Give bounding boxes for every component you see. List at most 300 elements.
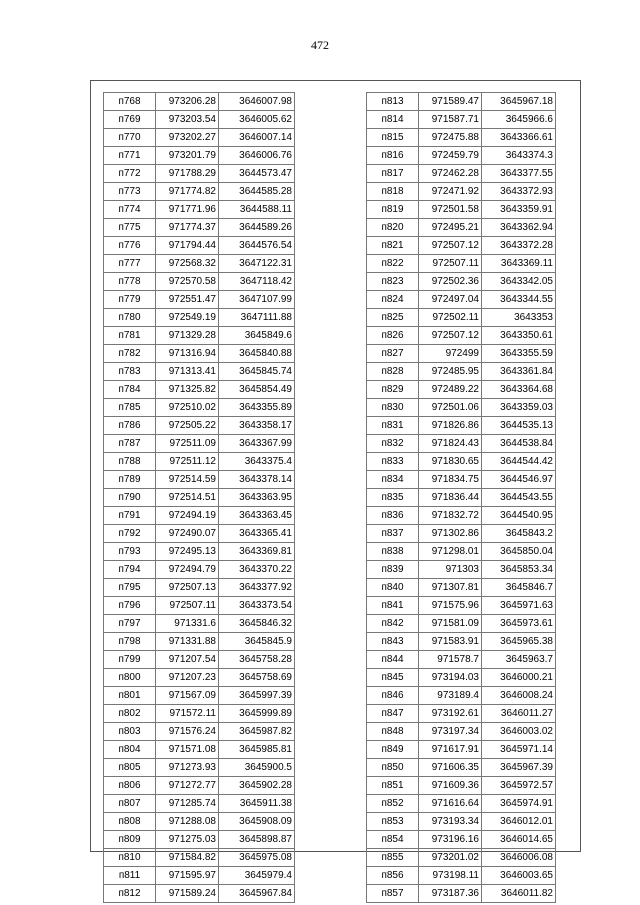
point-id-cell: п827 bbox=[367, 345, 419, 363]
y-coordinate-cell: 3646000.21 bbox=[482, 669, 556, 687]
table-row bbox=[104, 525, 295, 543]
x-coordinate-cell: 971832.72 bbox=[419, 507, 482, 525]
y-coordinate-cell: 3643378.14 bbox=[219, 471, 295, 489]
point-id-cell: п816 bbox=[367, 147, 419, 165]
table-row bbox=[367, 579, 556, 597]
y-coordinate-cell: 3643342.05 bbox=[482, 273, 556, 291]
x-coordinate-cell: 971575.96 bbox=[419, 597, 482, 615]
table-row bbox=[104, 579, 295, 597]
x-coordinate-cell: 973197.34 bbox=[419, 723, 482, 741]
point-id-cell: п798 bbox=[104, 633, 156, 651]
x-coordinate-cell: 971273.93 bbox=[156, 759, 219, 777]
table-row bbox=[104, 741, 295, 759]
x-coordinate-cell: 972551.47 bbox=[156, 291, 219, 309]
point-id-cell: п817 bbox=[367, 165, 419, 183]
point-id-cell: п774 bbox=[104, 201, 156, 219]
y-coordinate-cell: 3644588.11 bbox=[219, 201, 295, 219]
point-id-cell: п802 bbox=[104, 705, 156, 723]
table-row bbox=[104, 345, 295, 363]
y-coordinate-cell: 3646007.98 bbox=[219, 93, 295, 111]
page-number: 472 bbox=[311, 38, 329, 52]
point-id-cell: п779 bbox=[104, 291, 156, 309]
y-coordinate-cell: 3646014.65 bbox=[482, 831, 556, 849]
table-row bbox=[104, 597, 295, 615]
table-row bbox=[104, 381, 295, 399]
x-coordinate-cell: 971587.71 bbox=[419, 111, 482, 129]
x-coordinate-cell: 972507.12 bbox=[419, 327, 482, 345]
table-row bbox=[104, 183, 295, 201]
y-coordinate-cell: 3645965.38 bbox=[482, 633, 556, 651]
y-coordinate-cell: 3643375.4 bbox=[219, 453, 295, 471]
y-coordinate-cell: 3645846.7 bbox=[482, 579, 556, 597]
table-row bbox=[367, 453, 556, 471]
point-id-cell: п847 bbox=[367, 705, 419, 723]
x-coordinate-cell: 971207.54 bbox=[156, 651, 219, 669]
y-coordinate-cell: 3646007.14 bbox=[219, 129, 295, 147]
y-coordinate-cell: 3644585.28 bbox=[219, 183, 295, 201]
point-id-cell: п848 bbox=[367, 723, 419, 741]
table-row bbox=[367, 759, 556, 777]
x-coordinate-cell: 973189.4 bbox=[419, 687, 482, 705]
point-id-cell: п813 bbox=[367, 93, 419, 111]
x-coordinate-cell: 971303 bbox=[419, 561, 482, 579]
y-coordinate-cell: 3645845.74 bbox=[219, 363, 295, 381]
table-row bbox=[104, 417, 295, 435]
table-row bbox=[104, 471, 295, 489]
y-coordinate-cell: 3643363.45 bbox=[219, 507, 295, 525]
x-coordinate-cell: 971581.09 bbox=[419, 615, 482, 633]
coordinates-table-left bbox=[103, 92, 295, 903]
point-id-cell: п836 bbox=[367, 507, 419, 525]
coordinates-table-right bbox=[366, 92, 556, 903]
table-row bbox=[367, 219, 556, 237]
x-coordinate-cell: 971583.91 bbox=[419, 633, 482, 651]
y-coordinate-cell: 3645963.7 bbox=[482, 651, 556, 669]
point-id-cell: п838 bbox=[367, 543, 419, 561]
point-id-cell: п846 bbox=[367, 687, 419, 705]
table-body-left bbox=[104, 93, 295, 903]
table-row bbox=[367, 597, 556, 615]
y-coordinate-cell: 3646006.08 bbox=[482, 849, 556, 867]
point-id-cell: п795 bbox=[104, 579, 156, 597]
x-coordinate-cell: 973193.34 bbox=[419, 813, 482, 831]
y-coordinate-cell: 3643362.94 bbox=[482, 219, 556, 237]
y-coordinate-cell: 3643369.81 bbox=[219, 543, 295, 561]
x-coordinate-cell: 971616.64 bbox=[419, 795, 482, 813]
y-coordinate-cell: 3645987.82 bbox=[219, 723, 295, 741]
point-id-cell: п815 bbox=[367, 129, 419, 147]
table-row bbox=[367, 867, 556, 885]
y-coordinate-cell: 3645999.89 bbox=[219, 705, 295, 723]
point-id-cell: п792 bbox=[104, 525, 156, 543]
y-coordinate-cell: 3645971.14 bbox=[482, 741, 556, 759]
point-id-cell: п773 bbox=[104, 183, 156, 201]
x-coordinate-cell: 971589.47 bbox=[419, 93, 482, 111]
point-id-cell: п844 bbox=[367, 651, 419, 669]
x-coordinate-cell: 971794.44 bbox=[156, 237, 219, 255]
x-coordinate-cell: 971836.44 bbox=[419, 489, 482, 507]
x-coordinate-cell: 971275.03 bbox=[156, 831, 219, 849]
y-coordinate-cell: 3644546.97 bbox=[482, 471, 556, 489]
y-coordinate-cell: 3645971.63 bbox=[482, 597, 556, 615]
point-id-cell: п855 bbox=[367, 849, 419, 867]
table-row bbox=[367, 543, 556, 561]
x-coordinate-cell: 972471.92 bbox=[419, 183, 482, 201]
y-coordinate-cell: 3645846.32 bbox=[219, 615, 295, 633]
table-row bbox=[104, 849, 295, 867]
x-coordinate-cell: 973202.27 bbox=[156, 129, 219, 147]
point-id-cell: п814 bbox=[367, 111, 419, 129]
y-coordinate-cell: 3644535.13 bbox=[482, 417, 556, 435]
x-coordinate-cell: 971331.88 bbox=[156, 633, 219, 651]
y-coordinate-cell: 3643363.95 bbox=[219, 489, 295, 507]
x-coordinate-cell: 971834.75 bbox=[419, 471, 482, 489]
table-row bbox=[104, 489, 295, 507]
table-row bbox=[104, 291, 295, 309]
point-id-cell: п843 bbox=[367, 633, 419, 651]
table-row bbox=[367, 129, 556, 147]
point-id-cell: п831 bbox=[367, 417, 419, 435]
table-row bbox=[104, 363, 295, 381]
y-coordinate-cell: 3643373.54 bbox=[219, 597, 295, 615]
y-coordinate-cell: 3645979.4 bbox=[219, 867, 295, 885]
point-id-cell: п852 bbox=[367, 795, 419, 813]
point-id-cell: п801 bbox=[104, 687, 156, 705]
y-coordinate-cell: 3643361.84 bbox=[482, 363, 556, 381]
table-row bbox=[367, 669, 556, 687]
table-row bbox=[104, 651, 295, 669]
y-coordinate-cell: 3644540.95 bbox=[482, 507, 556, 525]
table-row bbox=[367, 147, 556, 165]
y-coordinate-cell: 3645898.87 bbox=[219, 831, 295, 849]
y-coordinate-cell: 3645967.18 bbox=[482, 93, 556, 111]
table-row bbox=[367, 885, 556, 903]
x-coordinate-cell: 971830.65 bbox=[419, 453, 482, 471]
point-id-cell: п794 bbox=[104, 561, 156, 579]
x-coordinate-cell: 971302.86 bbox=[419, 525, 482, 543]
x-coordinate-cell: 971571.08 bbox=[156, 741, 219, 759]
y-coordinate-cell: 3643377.55 bbox=[482, 165, 556, 183]
x-coordinate-cell: 972507.11 bbox=[156, 597, 219, 615]
y-coordinate-cell: 3644573.47 bbox=[219, 165, 295, 183]
table-row bbox=[367, 777, 556, 795]
x-coordinate-cell: 972495.13 bbox=[156, 543, 219, 561]
y-coordinate-cell: 3645849.6 bbox=[219, 327, 295, 345]
y-coordinate-cell: 3643353 bbox=[482, 309, 556, 327]
x-coordinate-cell: 971298.01 bbox=[419, 543, 482, 561]
x-coordinate-cell: 972485.95 bbox=[419, 363, 482, 381]
point-id-cell: п829 bbox=[367, 381, 419, 399]
y-coordinate-cell: 3645843.2 bbox=[482, 525, 556, 543]
table-row bbox=[367, 615, 556, 633]
x-coordinate-cell: 971285.74 bbox=[156, 795, 219, 813]
y-coordinate-cell: 3645853.34 bbox=[482, 561, 556, 579]
x-coordinate-cell: 971824.43 bbox=[419, 435, 482, 453]
table-row bbox=[367, 255, 556, 273]
table-row bbox=[104, 687, 295, 705]
y-coordinate-cell: 3646003.65 bbox=[482, 867, 556, 885]
y-coordinate-cell: 3643377.92 bbox=[219, 579, 295, 597]
x-coordinate-cell: 972497.04 bbox=[419, 291, 482, 309]
y-coordinate-cell: 3645985.81 bbox=[219, 741, 295, 759]
x-coordinate-cell: 971578.7 bbox=[419, 651, 482, 669]
table-row bbox=[367, 93, 556, 111]
table-row bbox=[104, 777, 295, 795]
table-row bbox=[367, 795, 556, 813]
point-id-cell: п837 bbox=[367, 525, 419, 543]
point-id-cell: п804 bbox=[104, 741, 156, 759]
point-id-cell: п851 bbox=[367, 777, 419, 795]
table-row bbox=[367, 561, 556, 579]
x-coordinate-cell: 972501.06 bbox=[419, 399, 482, 417]
table-row bbox=[367, 723, 556, 741]
table-row bbox=[104, 399, 295, 417]
x-coordinate-cell: 973201.79 bbox=[156, 147, 219, 165]
y-coordinate-cell: 3645974.91 bbox=[482, 795, 556, 813]
table-row bbox=[104, 219, 295, 237]
y-coordinate-cell: 3644538.84 bbox=[482, 435, 556, 453]
table-row bbox=[104, 723, 295, 741]
x-coordinate-cell: 973192.61 bbox=[419, 705, 482, 723]
y-coordinate-cell: 3646005.62 bbox=[219, 111, 295, 129]
table-row bbox=[367, 651, 556, 669]
table-row bbox=[104, 615, 295, 633]
table-row bbox=[367, 705, 556, 723]
point-id-cell: п845 bbox=[367, 669, 419, 687]
table-row bbox=[104, 165, 295, 183]
point-id-cell: п784 bbox=[104, 381, 156, 399]
table-row bbox=[367, 849, 556, 867]
x-coordinate-cell: 972475.88 bbox=[419, 129, 482, 147]
x-coordinate-cell: 972570.58 bbox=[156, 273, 219, 291]
x-coordinate-cell: 973198.11 bbox=[419, 867, 482, 885]
table-row bbox=[367, 471, 556, 489]
y-coordinate-cell: 3643355.59 bbox=[482, 345, 556, 363]
y-coordinate-cell: 3643359.03 bbox=[482, 399, 556, 417]
x-coordinate-cell: 971576.24 bbox=[156, 723, 219, 741]
x-coordinate-cell: 972507.13 bbox=[156, 579, 219, 597]
point-id-cell: п769 bbox=[104, 111, 156, 129]
y-coordinate-cell: 3644543.55 bbox=[482, 489, 556, 507]
y-coordinate-cell: 3645840.88 bbox=[219, 345, 295, 363]
table-row bbox=[104, 705, 295, 723]
y-coordinate-cell: 3647122.31 bbox=[219, 255, 295, 273]
y-coordinate-cell: 3646011.82 bbox=[482, 885, 556, 903]
x-coordinate-cell: 972494.79 bbox=[156, 561, 219, 579]
table-row bbox=[367, 525, 556, 543]
y-coordinate-cell: 3645900.5 bbox=[219, 759, 295, 777]
y-coordinate-cell: 3645972.57 bbox=[482, 777, 556, 795]
table-row bbox=[104, 795, 295, 813]
point-id-cell: п778 bbox=[104, 273, 156, 291]
point-id-cell: п799 bbox=[104, 651, 156, 669]
table-row bbox=[367, 363, 556, 381]
x-coordinate-cell: 971609.36 bbox=[419, 777, 482, 795]
x-coordinate-cell: 972549.19 bbox=[156, 309, 219, 327]
point-id-cell: п835 bbox=[367, 489, 419, 507]
point-id-cell: п780 bbox=[104, 309, 156, 327]
point-id-cell: п803 bbox=[104, 723, 156, 741]
y-coordinate-cell: 3647118.42 bbox=[219, 273, 295, 291]
x-coordinate-cell: 971329.28 bbox=[156, 327, 219, 345]
y-coordinate-cell: 3647111.88 bbox=[219, 309, 295, 327]
point-id-cell: п789 bbox=[104, 471, 156, 489]
y-coordinate-cell: 3645758.28 bbox=[219, 651, 295, 669]
x-coordinate-cell: 972499 bbox=[419, 345, 482, 363]
y-coordinate-cell: 3643364.68 bbox=[482, 381, 556, 399]
point-id-cell: п805 bbox=[104, 759, 156, 777]
x-coordinate-cell: 971316.94 bbox=[156, 345, 219, 363]
table-row bbox=[104, 255, 295, 273]
x-coordinate-cell: 972501.58 bbox=[419, 201, 482, 219]
x-coordinate-cell: 972511.09 bbox=[156, 435, 219, 453]
point-id-cell: п828 bbox=[367, 363, 419, 381]
y-coordinate-cell: 3646003.02 bbox=[482, 723, 556, 741]
table-row bbox=[367, 273, 556, 291]
y-coordinate-cell: 3645997.39 bbox=[219, 687, 295, 705]
x-coordinate-cell: 972462.28 bbox=[419, 165, 482, 183]
point-id-cell: п832 bbox=[367, 435, 419, 453]
table-row bbox=[367, 345, 556, 363]
point-id-cell: п783 bbox=[104, 363, 156, 381]
table-row bbox=[104, 111, 295, 129]
table-row bbox=[367, 111, 556, 129]
table-row bbox=[367, 507, 556, 525]
x-coordinate-cell: 971313.41 bbox=[156, 363, 219, 381]
y-coordinate-cell: 3643365.41 bbox=[219, 525, 295, 543]
table-row bbox=[367, 831, 556, 849]
point-id-cell: п854 bbox=[367, 831, 419, 849]
x-coordinate-cell: 972514.51 bbox=[156, 489, 219, 507]
point-id-cell: п849 bbox=[367, 741, 419, 759]
x-coordinate-cell: 971771.96 bbox=[156, 201, 219, 219]
x-coordinate-cell: 971617.91 bbox=[419, 741, 482, 759]
point-id-cell: п775 bbox=[104, 219, 156, 237]
point-id-cell: п791 bbox=[104, 507, 156, 525]
x-coordinate-cell: 972507.11 bbox=[419, 255, 482, 273]
point-id-cell: п788 bbox=[104, 453, 156, 471]
table-row bbox=[367, 237, 556, 255]
table-row bbox=[104, 885, 295, 903]
point-id-cell: п781 bbox=[104, 327, 156, 345]
table-body-right bbox=[367, 93, 556, 903]
point-id-cell: п825 bbox=[367, 309, 419, 327]
x-coordinate-cell: 972505.22 bbox=[156, 417, 219, 435]
table-row bbox=[104, 543, 295, 561]
point-id-cell: п826 bbox=[367, 327, 419, 345]
y-coordinate-cell: 3643350.61 bbox=[482, 327, 556, 345]
y-coordinate-cell: 3643366.61 bbox=[482, 129, 556, 147]
x-coordinate-cell: 971595.97 bbox=[156, 867, 219, 885]
table-row bbox=[367, 183, 556, 201]
point-id-cell: п857 bbox=[367, 885, 419, 903]
x-coordinate-cell: 971272.77 bbox=[156, 777, 219, 795]
x-coordinate-cell: 972495.21 bbox=[419, 219, 482, 237]
table-row bbox=[104, 453, 295, 471]
point-id-cell: п841 bbox=[367, 597, 419, 615]
point-id-cell: п853 bbox=[367, 813, 419, 831]
point-id-cell: п818 bbox=[367, 183, 419, 201]
y-coordinate-cell: 3645845.9 bbox=[219, 633, 295, 651]
y-coordinate-cell: 3646012.01 bbox=[482, 813, 556, 831]
y-coordinate-cell: 3645973.61 bbox=[482, 615, 556, 633]
x-coordinate-cell: 973187.36 bbox=[419, 885, 482, 903]
table-row bbox=[104, 273, 295, 291]
x-coordinate-cell: 971788.29 bbox=[156, 165, 219, 183]
point-id-cell: п771 bbox=[104, 147, 156, 165]
x-coordinate-cell: 971325.82 bbox=[156, 381, 219, 399]
table-row bbox=[367, 633, 556, 651]
y-coordinate-cell: 3645854.49 bbox=[219, 381, 295, 399]
y-coordinate-cell: 3645758.69 bbox=[219, 669, 295, 687]
y-coordinate-cell: 3645966.6 bbox=[482, 111, 556, 129]
x-coordinate-cell: 973206.28 bbox=[156, 93, 219, 111]
point-id-cell: п800 bbox=[104, 669, 156, 687]
table-row bbox=[104, 129, 295, 147]
point-id-cell: п785 bbox=[104, 399, 156, 417]
point-id-cell: п822 bbox=[367, 255, 419, 273]
table-row bbox=[367, 327, 556, 345]
x-coordinate-cell: 971572.11 bbox=[156, 705, 219, 723]
table-row bbox=[104, 669, 295, 687]
table-row bbox=[367, 381, 556, 399]
table-row bbox=[367, 435, 556, 453]
point-id-cell: п812 bbox=[104, 885, 156, 903]
y-coordinate-cell: 3644589.26 bbox=[219, 219, 295, 237]
point-id-cell: п834 bbox=[367, 471, 419, 489]
x-coordinate-cell: 971584.82 bbox=[156, 849, 219, 867]
y-coordinate-cell: 3643374.3 bbox=[482, 147, 556, 165]
x-coordinate-cell: 971826.86 bbox=[419, 417, 482, 435]
table-row bbox=[367, 399, 556, 417]
point-id-cell: п770 bbox=[104, 129, 156, 147]
y-coordinate-cell: 3646006.76 bbox=[219, 147, 295, 165]
point-id-cell: п796 bbox=[104, 597, 156, 615]
x-coordinate-cell: 973203.54 bbox=[156, 111, 219, 129]
y-coordinate-cell: 3645902.28 bbox=[219, 777, 295, 795]
table-row bbox=[104, 561, 295, 579]
point-id-cell: п824 bbox=[367, 291, 419, 309]
table-row bbox=[104, 867, 295, 885]
y-coordinate-cell: 3643369.11 bbox=[482, 255, 556, 273]
x-coordinate-cell: 971589.24 bbox=[156, 885, 219, 903]
x-coordinate-cell: 972459.79 bbox=[419, 147, 482, 165]
point-id-cell: п811 bbox=[104, 867, 156, 885]
point-id-cell: п823 bbox=[367, 273, 419, 291]
x-coordinate-cell: 971774.37 bbox=[156, 219, 219, 237]
table-row bbox=[367, 291, 556, 309]
point-id-cell: п809 bbox=[104, 831, 156, 849]
y-coordinate-cell: 3647107.99 bbox=[219, 291, 295, 309]
table-row bbox=[104, 759, 295, 777]
table-row bbox=[104, 831, 295, 849]
y-coordinate-cell: 3643367.99 bbox=[219, 435, 295, 453]
x-coordinate-cell: 972568.32 bbox=[156, 255, 219, 273]
x-coordinate-cell: 973196.16 bbox=[419, 831, 482, 849]
point-id-cell: п776 bbox=[104, 237, 156, 255]
y-coordinate-cell: 3646011.27 bbox=[482, 705, 556, 723]
table-row bbox=[104, 327, 295, 345]
point-id-cell: п842 bbox=[367, 615, 419, 633]
table-row bbox=[104, 147, 295, 165]
table-row bbox=[367, 741, 556, 759]
table-row bbox=[367, 489, 556, 507]
point-id-cell: п819 bbox=[367, 201, 419, 219]
table-row bbox=[367, 417, 556, 435]
table-row bbox=[104, 237, 295, 255]
point-id-cell: п820 bbox=[367, 219, 419, 237]
x-coordinate-cell: 972510.02 bbox=[156, 399, 219, 417]
